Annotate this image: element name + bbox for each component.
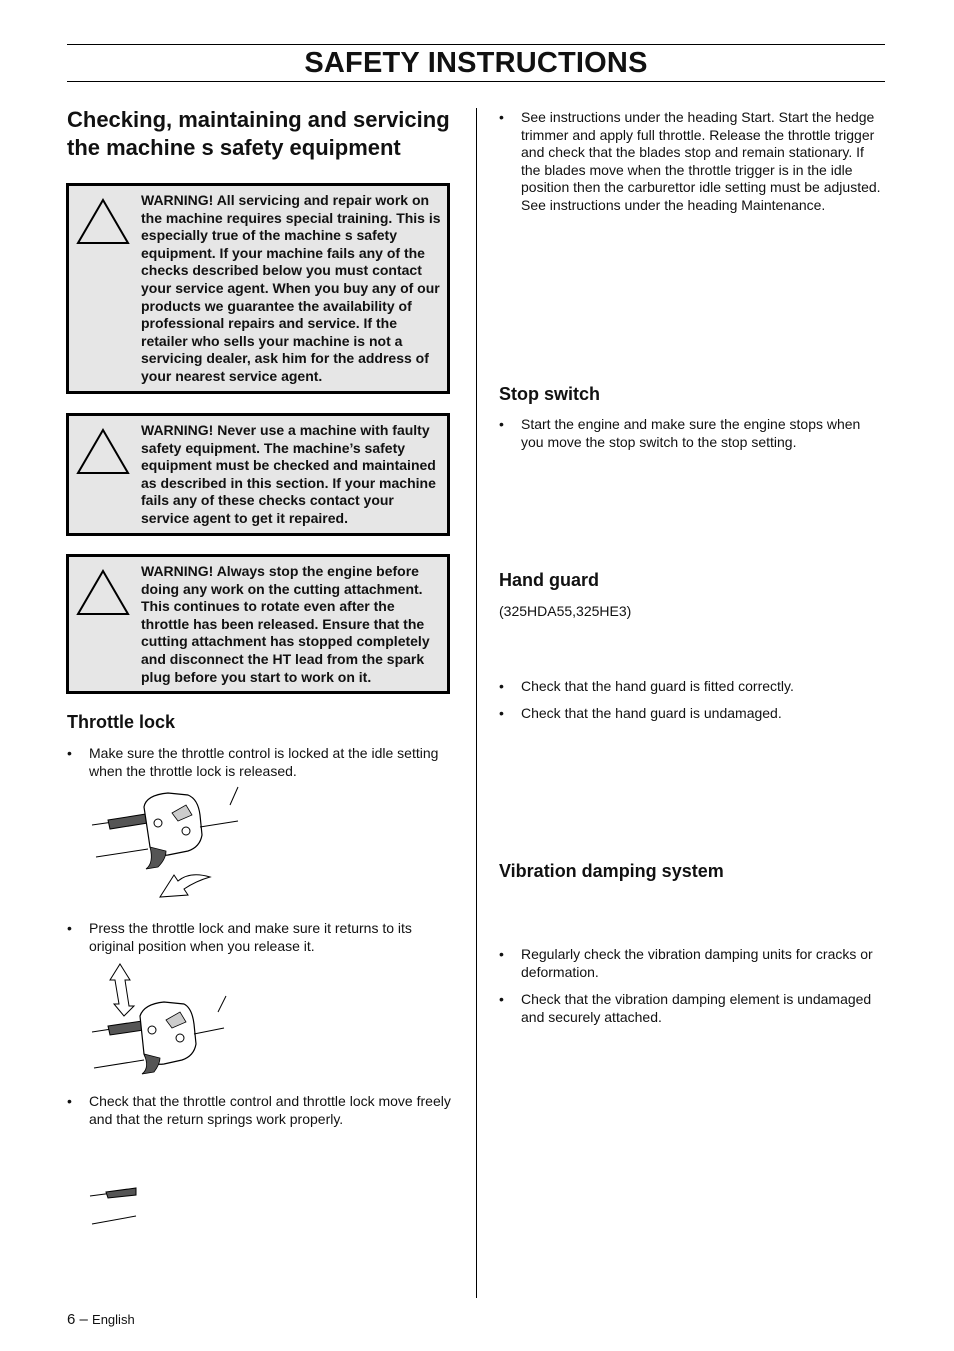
bullet-icon: • xyxy=(499,678,504,694)
warning-line: plug before you start to work on it. xyxy=(141,668,372,685)
warning-line: professional repairs and service. If the xyxy=(141,315,397,332)
column-divider xyxy=(476,108,477,1298)
list-item-line: Check that the vibration damping element is undamaged xyxy=(521,991,872,1007)
warning-line: WARNING! Never use a machine with faulty xyxy=(141,422,430,438)
section-title-line: Checking, maintaining and servicing xyxy=(67,107,450,132)
warning-line: throttle has been released. Ensure that the xyxy=(141,615,425,632)
footer-separator: – xyxy=(79,1311,88,1328)
list-item-line: Check that the hand guard is undamaged. xyxy=(521,705,782,721)
page-number: 6 xyxy=(67,1311,76,1328)
warning-line: your nearest service agent. xyxy=(141,367,323,384)
heading-stop-switch: Stop switch xyxy=(499,384,601,404)
warning-line: products we guarantee the availability of xyxy=(141,297,412,314)
list-item-line: and securely attached. xyxy=(521,1008,662,1025)
warning-line: your service agent. When you buy any of our xyxy=(141,279,440,296)
footer-language: English xyxy=(92,1312,135,1327)
list-item xyxy=(67,745,462,780)
warning-line: servicing dealer, ask him for the address of xyxy=(141,350,429,367)
list-item xyxy=(499,705,889,723)
list-item xyxy=(67,1093,462,1128)
warning-line: retailer who sells your machine is not a xyxy=(141,332,403,349)
list-item-line: Regularly check the vibration damping units for cracks or xyxy=(521,946,873,962)
warning-line: fails any of these checks contact your xyxy=(141,492,394,509)
warning-line: cutting attachment has stopped completely xyxy=(141,633,430,650)
warning-text xyxy=(141,192,441,386)
list-item-line: and check that the blades stop and remain stationary. If xyxy=(521,144,864,160)
warning-line: checks described below you must contact xyxy=(141,262,422,279)
warning-line: safety equipment. The machine’s safety xyxy=(141,439,406,456)
bullet-icon: • xyxy=(67,745,72,761)
heading-throttle-lock: Throttle lock xyxy=(67,712,176,732)
heading-vibration-damping: Vibration damping system xyxy=(499,861,724,881)
warning-line: WARNING! All servicing and repair work on xyxy=(141,192,430,208)
list-item-line: Make sure the throttle control is locked at the idle setting xyxy=(89,745,439,761)
section-title xyxy=(67,106,457,162)
bullet-icon: • xyxy=(499,946,504,962)
warning-line: equipment must be checked and maintained xyxy=(141,457,436,474)
header-rule-bottom xyxy=(67,81,885,82)
page-footer xyxy=(67,1311,135,1329)
list-item-line: Press the throttle lock and make sure it returns to its xyxy=(89,920,412,936)
warning-line: the machine requires special training. This is xyxy=(141,209,441,226)
throttle-lock-illustration-2 xyxy=(88,960,238,1078)
list-item-line: Check that the throttle control and throttle lock move freely xyxy=(89,1093,451,1109)
bullet-icon: • xyxy=(67,1093,72,1109)
list-item xyxy=(499,109,889,214)
section-title-line: the machine s safety equipment xyxy=(67,135,401,160)
list-item xyxy=(499,946,889,981)
bullet-icon: • xyxy=(499,109,504,125)
list-item-line: See instructions under the heading Maintenance. xyxy=(521,196,826,213)
warning-box xyxy=(66,554,450,694)
bullet-icon: • xyxy=(499,991,504,1007)
throttle-lock-illustration-1 xyxy=(88,785,248,905)
warning-line: This continues to rotate even after the xyxy=(141,598,395,615)
list-item-line: the blades move when the throttle trigger is in the idle xyxy=(521,161,853,178)
list-item xyxy=(499,416,889,451)
list-item xyxy=(499,991,889,1026)
warning-line: doing any work on the cutting attachment. xyxy=(141,580,423,597)
list-item-line: deformation. xyxy=(521,963,599,980)
warning-triangle-icon xyxy=(76,427,130,475)
warning-line: service agent to get it repaired. xyxy=(141,509,348,526)
list-item xyxy=(67,920,462,955)
warning-text xyxy=(141,563,441,686)
list-item-line: position then the carburettor idle setting must be adjusted. xyxy=(521,179,881,195)
list-item-line: you move the stop switch to the stop setting. xyxy=(521,433,797,450)
list-item-line: Check that the hand guard is fitted correctly. xyxy=(521,678,794,694)
list-item-line: Start the engine and make sure the engine stops when xyxy=(521,416,861,432)
throttle-illustration-3 xyxy=(88,1182,148,1228)
warning-triangle-icon xyxy=(76,568,130,616)
warning-triangle-icon xyxy=(76,197,130,245)
warning-line: especially true of the machine s safety xyxy=(141,227,397,244)
warning-line: as described in this section. If your machine xyxy=(141,474,436,491)
list-item-line: when the throttle lock is released. xyxy=(89,762,297,779)
bullet-icon: • xyxy=(499,705,504,721)
list-item-line: See instructions under the heading Start. Start the hedge xyxy=(521,109,875,125)
list-item xyxy=(499,678,889,696)
page-title: SAFETY INSTRUCTIONS xyxy=(304,47,648,79)
list-item-line: and that the return springs work properly. xyxy=(89,1110,344,1127)
heading-hand-guard: Hand guard xyxy=(499,570,600,590)
list-item-line: original position when you release it. xyxy=(89,937,315,954)
bullet-icon: • xyxy=(499,416,504,432)
model-list: (325HDA55,325HE3) xyxy=(499,603,632,619)
warning-text xyxy=(141,422,441,528)
bullet-icon: • xyxy=(67,920,72,936)
warning-line: WARNING! Always stop the engine before xyxy=(141,563,419,579)
warning-box xyxy=(66,183,450,394)
warning-line: equipment. If your machine fails any of the xyxy=(141,244,425,261)
warning-line: and disconnect the HT lead from the spark xyxy=(141,650,425,667)
warning-box xyxy=(66,413,450,536)
list-item-line: trimmer and apply full throttle. Release the throttle trigger xyxy=(521,126,875,143)
